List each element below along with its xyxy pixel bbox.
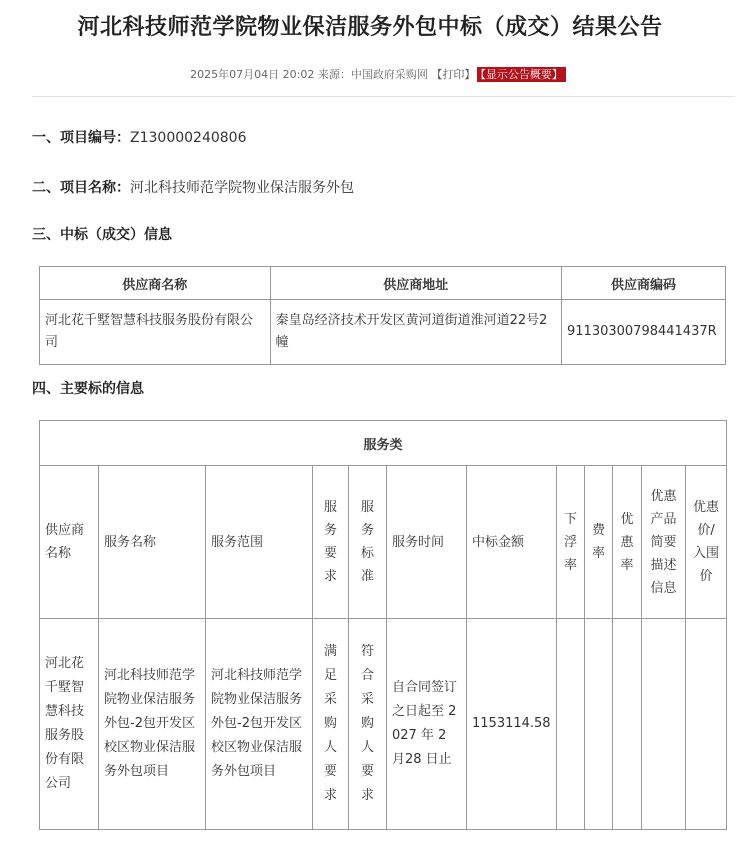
source-label: 来源：: [317, 68, 351, 81]
section-label: 一、项目编号：: [32, 130, 130, 146]
header-supplier: 供应商名称: [40, 466, 99, 619]
section-label: 三、中标（成交）信息: [32, 227, 172, 243]
project-name: 河北科技师范学院物业保洁服务外包: [130, 180, 354, 196]
header-bid-amount: 中标金额: [467, 466, 557, 619]
cell-service-scope: 河北科技师范学院物业保洁服务外包-2包开发区校区物业保洁服务外包项目: [206, 619, 313, 830]
cell-service-time: 自合同签订之日起至 2027 年 2 月28 日止: [387, 619, 467, 830]
header-service-scope: 服务范围: [206, 466, 313, 619]
section-main-subject: [32, 378, 144, 398]
cell-discount-price: [686, 619, 727, 830]
header-discount-rate: 优惠率: [613, 466, 642, 619]
cell-service-standard: 符合采购人要求: [349, 619, 387, 830]
table-row: [40, 300, 726, 365]
table-row: [40, 619, 727, 830]
column-header-row: [40, 466, 727, 619]
print-link[interactable]: 【打印】: [431, 68, 476, 81]
supplier-name: 河北花千墅智慧科技服务股份有限公司: [40, 300, 271, 365]
supplier-table: [39, 266, 726, 365]
section-label: 二、项目名称：: [32, 180, 130, 196]
cell-fee-rate: [585, 619, 613, 830]
cell-service-name: 河北科技师范学院物业保洁服务外包-2包开发区校区物业保洁服务外包项目: [99, 619, 206, 830]
subject-table: [39, 420, 727, 830]
supplier-code: 91130300798441437R: [562, 300, 726, 365]
section-bid-info: [32, 224, 172, 244]
header-service-time: 服务时间: [387, 466, 467, 619]
cell-service-requirement: 满足采购人要求: [313, 619, 349, 830]
section-project-number: [32, 127, 246, 147]
header-fee-rate: 费率: [585, 466, 613, 619]
meta-line: [0, 66, 756, 82]
section-project-name: [32, 177, 354, 197]
header-service-standard: 服务标准: [349, 466, 387, 619]
publish-datetime: 2025年07月04日 20:02: [190, 68, 315, 81]
header-supplier-address: 供应商地址: [270, 267, 561, 300]
header-discount-price: 优惠价/入围价: [686, 466, 727, 619]
project-number: Z130000240806: [130, 130, 247, 146]
header-service-requirement: 服务要求: [313, 466, 349, 619]
header-supplier-name: 供应商名称: [40, 267, 271, 300]
header-supplier-code: 供应商编码: [562, 267, 726, 300]
section-label: 四、主要标的信息: [32, 381, 144, 397]
cell-discount-description: [642, 619, 686, 830]
cell-float-rate: [557, 619, 585, 830]
cell-discount-rate: [613, 619, 642, 830]
show-summary-button[interactable]: 【显示公告概要】: [477, 67, 566, 82]
header-service-name: 服务名称: [99, 466, 206, 619]
page-title: 河北科技师范学院物业保洁服务外包中标（成交）结果公告: [77, 15, 663, 40]
cell-supplier: 河北花千墅智慧科技服务股份有限公司: [40, 619, 99, 830]
header-discount-description: 优惠产品简要描述信息: [642, 466, 686, 619]
source-name: 中国政府采购网: [350, 68, 428, 81]
category-header: 服务类: [40, 421, 727, 466]
header-divider: [32, 96, 735, 97]
supplier-address: 秦皇岛经济技术开发区黄河道街道淮河道22号2幢: [270, 300, 561, 365]
header-float-rate: 下浮率: [557, 466, 585, 619]
cell-bid-amount: 1153114.58: [467, 619, 557, 830]
